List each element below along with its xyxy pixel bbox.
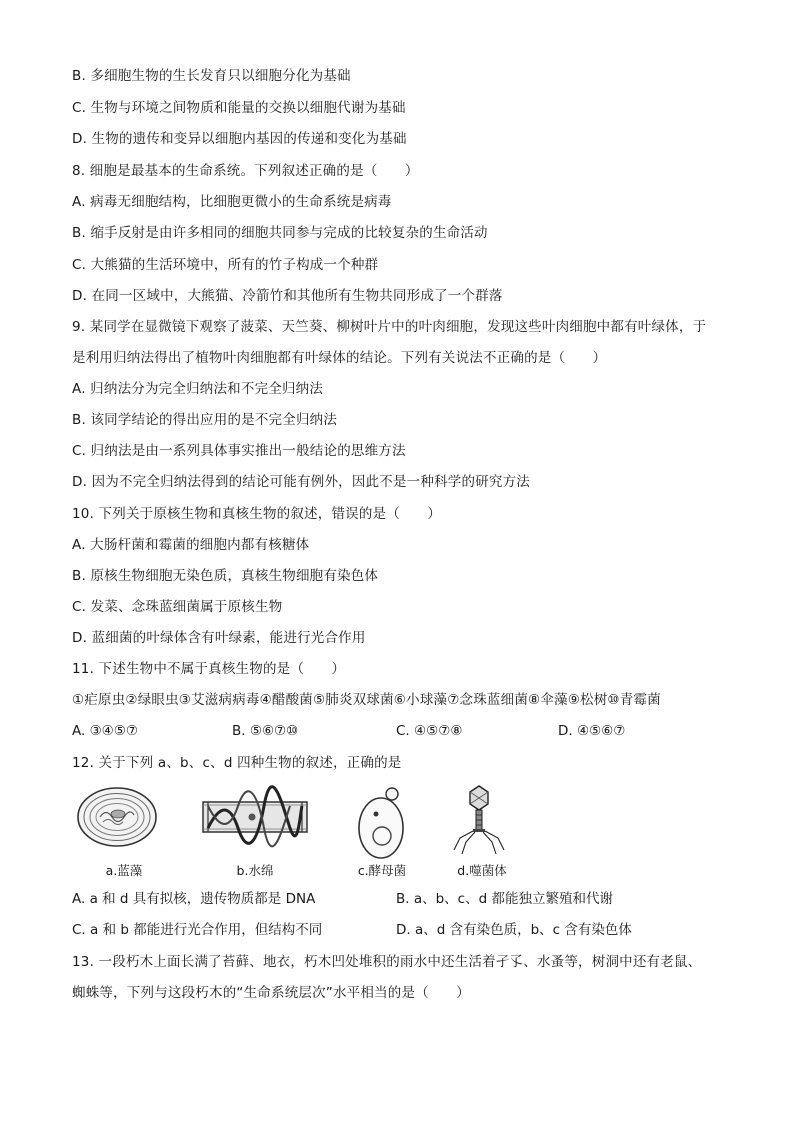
q11-option-a: A. ③④⑤⑦ xyxy=(72,723,138,739)
yeast-figure xyxy=(352,784,412,864)
q11-stem: 11. 下述生物中不属于真核生物的是（ ） xyxy=(72,661,346,677)
q13-stem-line2: 蜘蛛等，下列与这段朽木的“生命系统层次”水平相当的是（ ） xyxy=(72,985,470,1001)
q11-option-c: C. ④⑤⑦⑧ xyxy=(396,723,463,739)
q12-option-a: A. a 和 d 具有拟核，遗传物质都是 DNA xyxy=(72,891,316,907)
q12-option-c: C. a 和 b 都能进行光合作用，但结构不同 xyxy=(72,922,323,938)
q8-option-b: B. 缩手反射是由许多相同的细胞共同参与完成的比较复杂的生命活动 xyxy=(72,225,488,241)
q12-option-b: B. a、b、c、d 都能独立繁殖和代谢 xyxy=(396,891,613,907)
q9-option-b: B. 该同学结论的得出应用的是不完全归纳法 xyxy=(72,412,338,428)
q9-option-c: C. 归纳法是由一系列具体事实推出一般结论的思维方法 xyxy=(72,443,406,459)
cyanobacteria-figure xyxy=(76,784,158,850)
caption-a: a.蓝藻 xyxy=(105,863,143,878)
q7-option-d: D. 生物的遗传和变异以细胞内基因的传递和变化为基础 xyxy=(72,131,407,147)
caption-b: b.水绵 xyxy=(236,863,274,878)
q10-option-c: C. 发菜、念珠蓝细菌属于原核生物 xyxy=(72,599,283,615)
q7-option-b: B. 多细胞生物的生长发育只以细胞分化为基础 xyxy=(72,68,351,84)
q8-option-a: A. 病毒无细胞结构，比细胞更微小的生命系统是病毒 xyxy=(72,194,392,210)
q13-stem-line1: 13. 一段朽木上面长满了苔藓、地衣，朽木凹处堆积的雨水中还生活着孑孓、水蚤等，树洞中还有老鼠、 xyxy=(72,954,702,970)
q9-option-a: A. 归纳法分为完全归纳法和不完全归纳法 xyxy=(72,381,324,397)
spirogyra-figure xyxy=(200,784,310,850)
q10-option-a: A. 大肠杆菌和霉菌的细胞内都有核糖体 xyxy=(72,537,310,553)
q9-stem-line1: 9. 某同学在显微镜下观察了菠菜、天竺葵、柳树叶片中的叶肉细胞，发现这些叶肉细胞中都有叶绿体，于 xyxy=(72,319,707,335)
q12-option-d: D. a、d 含有染色质，b、c 含有染色体 xyxy=(396,922,632,938)
q11-option-b: B. ⑤⑥⑦⑩ xyxy=(232,723,299,739)
caption-c: c.酵母菌 xyxy=(357,863,407,878)
q8-stem: 8. 细胞是最基本的生命系统。下列叙述正确的是（ ） xyxy=(72,163,419,179)
q12-stem: 12. 关于下列 a、b、c、d 四种生物的叙述，正确的是 xyxy=(72,755,402,771)
bacteriophage-figure xyxy=(450,784,508,858)
q7-option-c: C. 生物与环境之间物质和能量的交换以细胞代谢为基础 xyxy=(72,100,406,116)
q8-option-c: C. 大熊猫的生活环境中，所有的竹子构成一个种群 xyxy=(72,257,379,273)
q8-option-d: D. 在同一区域中，大熊猫、冷箭竹和其他所有生物共同形成了一个群落 xyxy=(72,288,503,304)
q10-option-d: D. 蓝细菌的叶绿体含有叶绿素，能进行光合作用 xyxy=(72,630,366,646)
q11-organism-list: ①疟原虫②绿眼虫③艾滋病病毒④醋酸菌⑤肺炎双球菌⑥小球藻⑦念珠蓝细菌⑧伞藻⑨松树⑩青霉菌 xyxy=(72,692,661,708)
q10-stem: 10. 下列关于原核生物和真核生物的叙述，错误的是（ ） xyxy=(72,506,442,522)
q11-option-d: D. ④⑤⑥⑦ xyxy=(558,723,626,739)
q10-option-b: B. 原核生物细胞无染色质，真核生物细胞有染色体 xyxy=(72,568,379,584)
caption-d: d.噬菌体 xyxy=(457,863,507,878)
q9-stem-line2: 是利用归纳法得出了植物叶肉细胞都有叶绿体的结论。下列有关说法不正确的是（ ） xyxy=(72,350,607,366)
q9-option-d: D. 因为不完全归纳法得到的结论可能有例外，因此不是一种科学的研究方法 xyxy=(72,474,530,490)
